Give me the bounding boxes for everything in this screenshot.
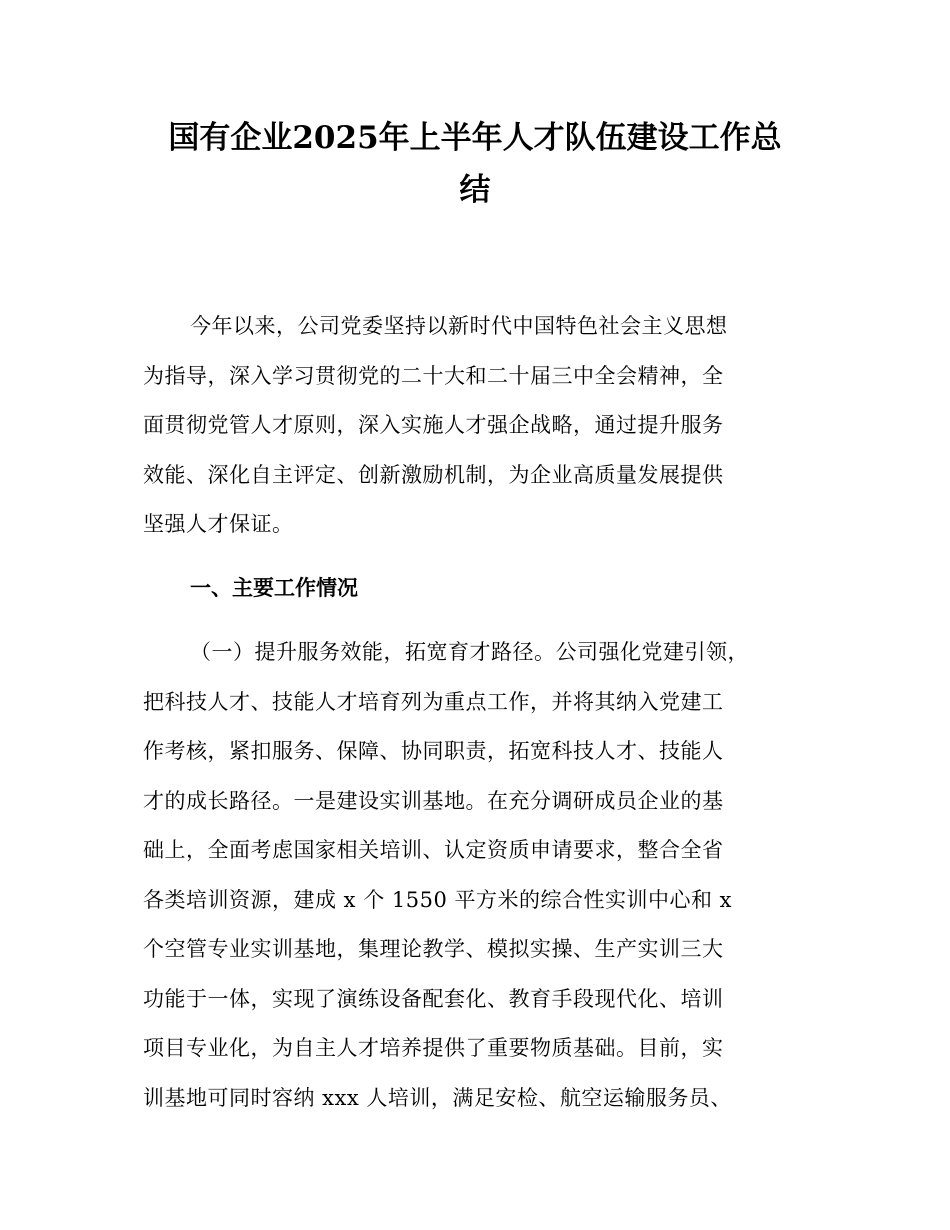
section-heading: 一、主要工作情况 (190, 576, 358, 600)
body-line-10: 训基地可同时容纳 xxx 人培训，满足安检、航空运输服务员、 (143, 1086, 732, 1110)
intro-line-2: 为指导，深入学习贯彻党的二十大和二十届三中全会精神，全 (143, 364, 724, 388)
body-line-1: （一）提升服务效能，拓宽育才路径。公司强化党建引领， (190, 640, 749, 664)
body-line-8: 功能于一体，实现了演练设备配套化、教育手段现代化、培训 (143, 987, 724, 1011)
body-line-2: 把科技人才、技能人才培育列为重点工作，并将其纳入党建工 (143, 690, 724, 714)
body-line-7: 个空管专业实训基地，集理论教学、模拟实操、生产实训三大 (143, 937, 724, 961)
body-line-6: 各类培训资源，建成 x 个 1550 平方米的综合性实训中心和 x (143, 888, 733, 912)
intro-line-3: 面贯彻党管人才原则，深入实施人才强企战略，通过提升服务 (143, 413, 724, 437)
title-line-2: 结 (459, 172, 491, 208)
body-line-4: 才的成长路径。一是建设实训基地。在充分调研成员企业的基 (143, 789, 724, 813)
body-line-3: 作考核，紧扣服务、保障、协同职责，拓宽科技人才、技能人 (143, 739, 724, 763)
title-line-1: 国有企业2025年上半年人才队伍建设工作总 (168, 120, 782, 156)
intro-line-5: 坚强人才保证。 (143, 512, 294, 536)
body-line-5: 础上，全面考虑国家相关培训、认定资质申请要求，整合全省 (143, 838, 724, 862)
document-title (130, 112, 820, 216)
body-line-9: 项目专业化，为自主人才培养提供了重要物质基础。目前，实 (143, 1036, 724, 1060)
intro-line-4: 效能、深化自主评定、创新激励机制，为企业高质量发展提供 (143, 463, 724, 487)
intro-line-1: 今年以来，公司党委坚持以新时代中国特色社会主义思想 (190, 314, 728, 338)
